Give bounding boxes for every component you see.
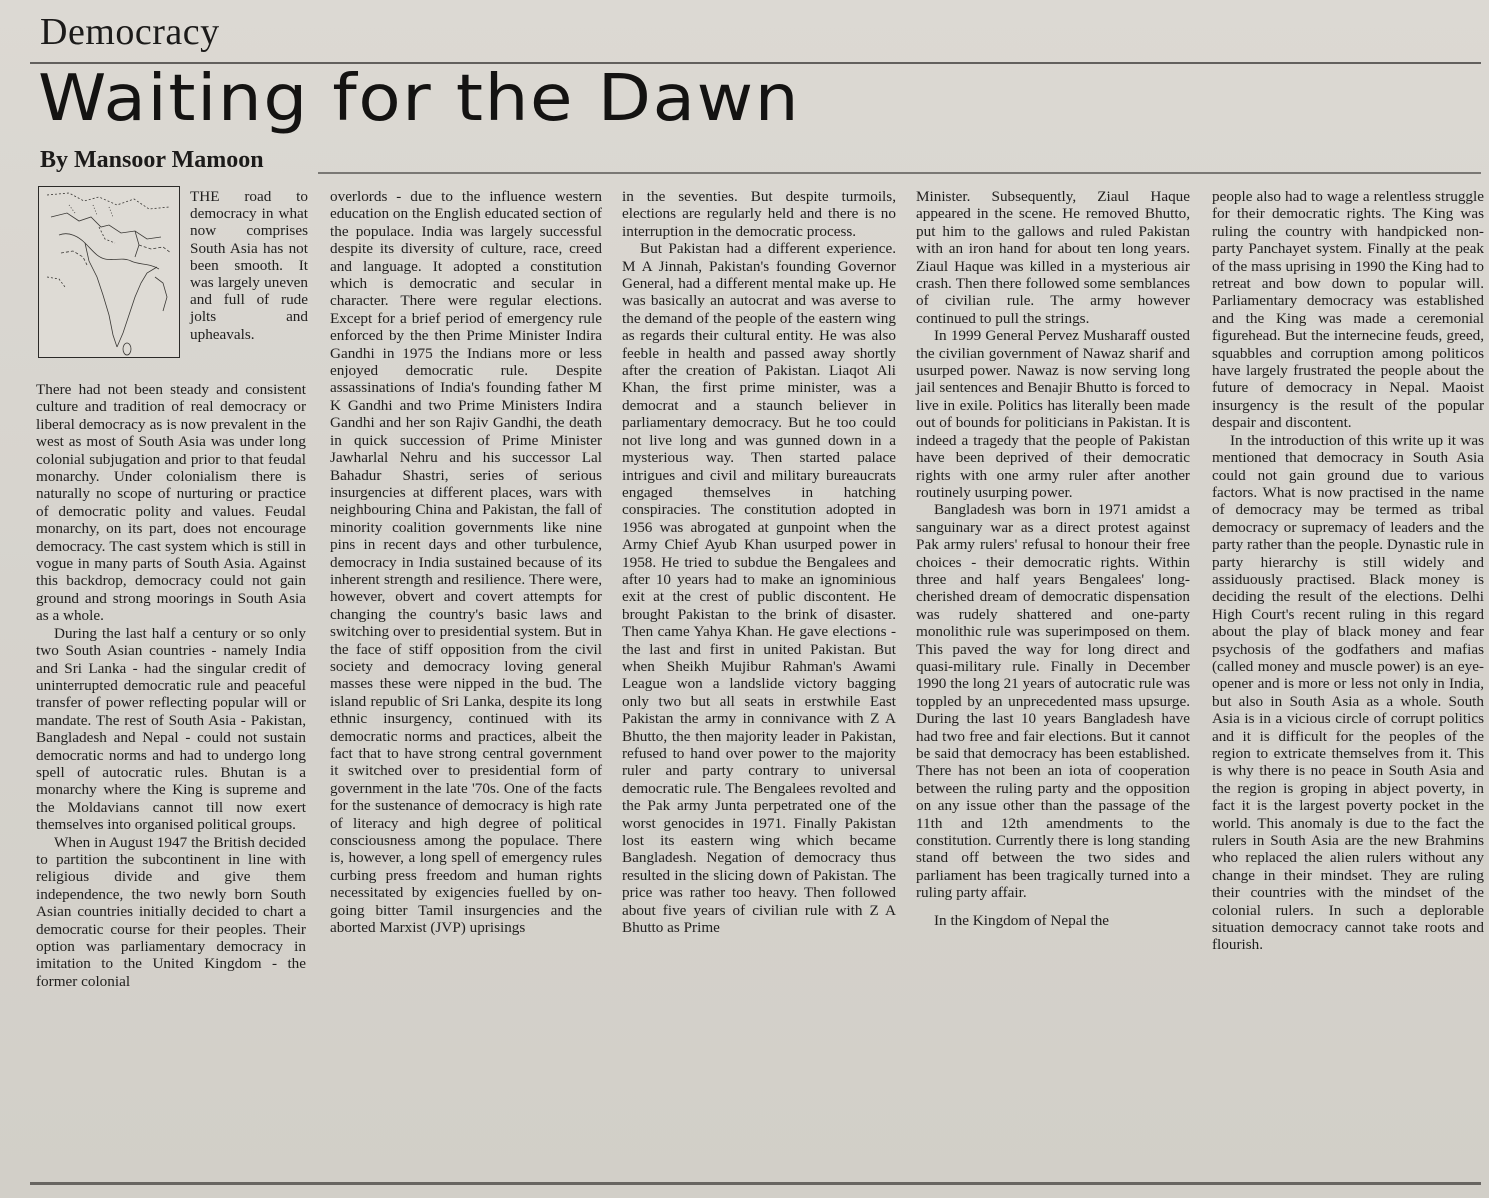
paragraph: In 1999 General Pervez Musharaff ousted the civilian government of Nawaz sharif and usurped power. Nawaz is now serving long jail sentences and Benajir Bhutto is forced to live in exile. Politics has literally been made out of bounds for politicians in Pakistan. It is indeed a tragedy that the people of Pakistan have been deprived of their democratic rights with one army ruler after another routinely usurping power.: [916, 327, 1190, 501]
paragraph: Bangladesh was born in 1971 amidst a sanguinary war as a direct protest against Pak army rulers' refusal to honour their free choices - their democratic rights. Within three and half years Bengalees' long-cherished dream of democratic dispensation was rudely shattered and one-party monolithic rule was superimposed on them. This paved the way for long direct and quasi-military rule. Finally in December 1990 the long 21 years of autocratic rule was toppled by an unprecedented mass upsurge. During the last 10 years Bangladesh have had two free and fair elections. But it cannot be said that democracy has been established. There has not been an iota of cooperation between the ruling party and the opposition on any issue other than the passage of the 11th and 12th amendments to the constitution. Currently there is long standing stand off between the two sides and parliament has been tragically turned into a ruling party affair.: [916, 501, 1190, 902]
paragraph: There had not been steady and consistent culture and tradition of real democracy or liberal democracy as is now prevalent in the west as most of South Asia was under long colonial subjugation and prior to that feudal monarchy. Under colonialism there is naturally no scope of nurturing or practice of democratic polity and values. Feudal monarchy, on its part, does not encourage democracy. The cast system which is still in vogue in many parts of South Asia. Against this backdrop, democracy could not gain ground and strong moorings in South Asia as a whole.: [36, 381, 306, 625]
paragraph: in the seventies. But despite turmoils, elections are regularly held and there is no interruption in the democratic process.: [622, 188, 896, 240]
byline-divider: [318, 172, 1481, 174]
column-5: [1212, 188, 1484, 954]
bottom-divider: [30, 1182, 1481, 1185]
column-1: [36, 381, 306, 990]
intro-paragraph: THE road to democracy in what now comprises South Asia has not been smooth. It was largely uneven and full of rude jolts and upheavals.: [190, 188, 308, 343]
paragraph: When in August 1947 the British decided to partition the subcontinent in line with religious divide and give them independence, the two newly born South Asian countries initially decided to chart a democratic course for their peoples. Their option was parliamentary democracy in imitation to the United Kingdom - the former colonial: [36, 833, 306, 990]
column-3: [622, 188, 896, 936]
column-4: [916, 188, 1190, 929]
paragraph: But Pakistan had a different experience. M A Jinnah, Pakistan's founding Governor General, had a different mental make up. He was basically an autocrat and was averse to the demand of the people of the eastern wing as regards their cultural entity. He was also feeble in health and passed away shortly after the creation of Pakistan. Liaqot Ali Khan, the first prime minister, was a democrat and a staunch believer in parliamentary democracy. But he too could not live long and was gunned down in a mysterious way. Then started palace intrigues and civil and military bureaucrats engaged themselves in hatching conspiracies. The constitution adopted in 1956 was abrogated at gunpoint when the Army Chief Ayub Khan usurped power in 1958. He tried to subdue the Bengalees and after 10 years had to make an ignominious exit at the crest of public discontent. He brought Pakistan to the brink of disaster. Then came Yahya Khan. He gave elections - the last and first in united Pakistan. But when Sheikh Mujibur Rahman's Awami League won a landslide victory bagging only two but all seats in erstwhile East Pakistan the army in connivance with Z A Bhutto, the then majority leader in Pakistan, refused to hand over power to the majority ruler and party contrary to universal democratic rule. The Bengalees revolted and the Pak army Junta perpetrated one of the worst genocides in 1971. Finally Pakistan lost its eastern wing which became Bangladesh. Negation of democracy thus resulted in the slicing down of Pakistan. The price was rather too heavy. Then followed about five years of civilian rule with Z A Bhutto as Prime: [622, 240, 896, 937]
south-asia-map-icon: [38, 186, 180, 358]
paragraph: overlords - due to the influence western education on the English educated section of the populace. India was largely successful despite its diversity of culture, race, creed and language. It adopted a constitution which is democratic and secular in character. There were regular elections. Except for a brief period of emergency rule enforced by the then Prime Minister Indira Gandhi in 1975 the Indians more or less enjoyed democratic rule. Despite assassinations of India's founding father M K Gandhi and two Prime Ministers Indira Gandhi and her son Rajiv Gandhi, the death in quick succession of Prime Minister Jawharlal Nehru and his successor Lal Bahadur Shastri, series of serious insurgencies at different places, wars with neighbouring China and Pakistan, the fall of minority coalition governments like nine pins in recent days and other turbulence, democracy in India sustained because of its inherent strength and resilience. There were, however, obvert and covert attempts for changing the country's basic laws and switching over to presidential system. But in the face of stiff opposition from the civil society and democracy loving general masses these were nipped in the bud. The island republic of Sri Lanka, despite its long ethnic insurgency, continued with its democratic norms and practices, albeit the fact that to have strong central government it switched over to presidential form of government in the late '70s. One of the facts for the sustenance of democracy is high rate of literacy and high degree of political consciousness among the populace. There is, however, a long spell of emergency rules curbing press freedom and human rights necessitated by exigencies fuelled by on-going bitter Tamil insurgencies and the aborted Marxist (JVP) uprisings: [330, 188, 602, 937]
paragraph: In the Kingdom of Nepal the: [934, 911, 1110, 929]
byline: By Mansoor Mamoon: [40, 147, 264, 173]
section-label: Democracy: [40, 11, 220, 53]
paragraph: Minister. Subsequently, Ziaul Haque appeared in the scene. He removed Bhutto, put him to the gallows and ruled Pakistan with an iron hand for about ten long years. Ziaul Haque was killed in a mysterious air crash. Then there followed some semblances of civilian rule. The army however continued to pull the strings.: [916, 188, 1190, 327]
headline: Waiting for the Dawn: [38, 62, 801, 136]
paragraph: In the introduction of this write up it was mentioned that democracy in South Asia could not gain ground due to various factors. What is now practised in the name of democracy may be termed as tribal democracy or supremacy of leaders and the party rather than the people. Dynastic rule in party hierarchy is still widely and assiduously practised. Black money is deciding the result of the elections. Delhi High Court's recent ruling in this regard about the play of black money and fear psychosis of the godfathers and mafias (called money and muscle power) is an eye-opener and is more or less not only in India, but also in South Asia as a whole. South Asia is in a vicious circle of corrupt politics and it is difficult for the peoples of the region to extricate themselves from it. This is why there is no peace in South Asia and the region is groping in abject poverty, in fact it is the largest poverty pocket in the world. This anomaly is due to the fact the rulers in South Asia are the new Brahmins who replaced the alien rulers without any change in their mindset. They are ruling their countries with the mindset of the colonial rulers. In such a deplorable situation democracy cannot take roots and flourish.: [1212, 431, 1484, 954]
column-1-intro: [190, 188, 308, 343]
paragraph: During the last half a century or so only two South Asian countries - namely India and Sri Lanka - had the singular credit of uninterrupted democratic rule and peaceful transfer of power reflecting popular will or mandate. The rest of South Asia - Pakistan, Bangladesh and Nepal - could not sustain democratic norms and had to undergo long spell of autocratic rules. Bhutan is a monarchy where the King is supreme and the Moldavians cannot till now exert themselves into organised political groups.: [36, 624, 306, 834]
column-2: [330, 188, 602, 936]
paragraph: people also had to wage a relentless struggle for their democratic rights. The King was ruling the country with handpicked non-party Panchayet system. Finally at the peak of the mass uprising in 1990 the King had to retreat and bow down to popular will. Parliamentary democracy was established and the King was made a ceremonial figurehead. But the internecine feuds, greed, squabbles and corruption among politicos have largely frustrated the people about the future of democracy in Nepal. Maoist insurgency is the result of the popular despair and discontent.: [1212, 188, 1484, 432]
